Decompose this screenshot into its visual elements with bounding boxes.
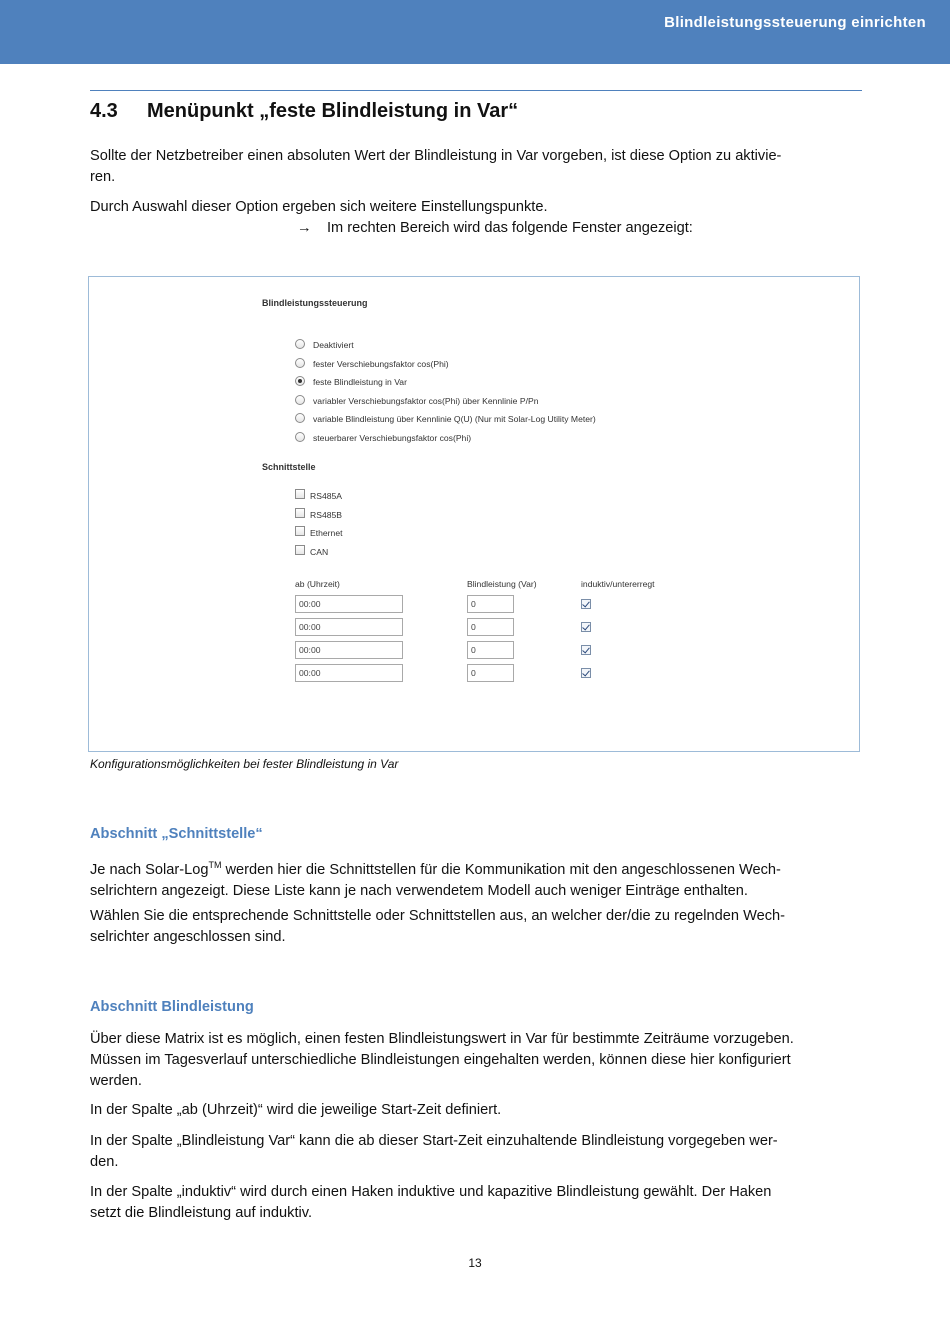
text-line: Müssen im Tagesverlauf unterschiedliche Blindleistungen eingehalten werden, können diese hier konfiguriert bbox=[90, 1052, 791, 1068]
option-label: steuerbarer Verschiebungsfaktor cos(Phi) bbox=[313, 433, 472, 443]
blindleistung-paragraph-4 bbox=[90, 1182, 865, 1224]
config-heading: Blindleistungssteuerung bbox=[262, 298, 368, 308]
column-header-power: Blindleistung (Var) bbox=[467, 579, 537, 589]
text-line: den. bbox=[90, 1154, 119, 1170]
text-line bbox=[90, 855, 865, 881]
blindleistung-paragraph-2: In der Spalte „ab (Uhrzeit)“ wird die jeweilige Start-Zeit definiert. bbox=[90, 1102, 502, 1118]
inductive-checkbox[interactable] bbox=[581, 599, 591, 609]
section-rule bbox=[90, 90, 862, 91]
checkbox-rs485b[interactable] bbox=[295, 508, 305, 518]
text-fragment: Je nach Solar-Log bbox=[90, 861, 209, 878]
power-input[interactable]: 0 bbox=[467, 618, 514, 636]
option-label: feste Blindleistung in Var bbox=[313, 377, 407, 387]
radio-variable-blindleistung[interactable] bbox=[295, 413, 305, 423]
intro-paragraph-2: Durch Auswahl dieser Option ergeben sich weitere Einstellungspunkte. bbox=[90, 199, 548, 215]
option-label: fester Verschiebungsfaktor cos(Phi) bbox=[313, 359, 449, 369]
radio-fester-verschiebungsfaktor[interactable] bbox=[295, 358, 305, 368]
section-number: 4.3 bbox=[90, 100, 118, 122]
column-header-inductive: induktiv/untererregt bbox=[581, 579, 655, 589]
header-banner bbox=[0, 0, 950, 64]
text-line: Über diese Matrix ist es möglich, einen festen Blindleistungswert in Var für bestimmte Zeiträume vorzugeben. bbox=[90, 1031, 794, 1047]
checkbox-rs485a[interactable] bbox=[295, 489, 305, 499]
time-input[interactable]: 00:00 bbox=[295, 664, 403, 682]
subheading-schnittstelle: Abschnitt „Schnittstelle“ bbox=[90, 826, 263, 842]
header-title: Blindleistungssteuerung einrichten bbox=[664, 14, 926, 31]
trademark-superscript: TM bbox=[208, 860, 222, 870]
radio-feste-blindleistung[interactable] bbox=[295, 376, 305, 386]
radio-variabler-verschiebungsfaktor[interactable] bbox=[295, 395, 305, 405]
time-input[interactable]: 00:00 bbox=[295, 595, 403, 613]
text-line: werden. bbox=[90, 1073, 142, 1089]
inductive-checkbox[interactable] bbox=[581, 622, 591, 632]
interface-heading: Schnittstelle bbox=[262, 462, 316, 472]
arrow-right-icon: → bbox=[297, 220, 312, 236]
checkbox-can[interactable] bbox=[295, 545, 305, 555]
subheading-blindleistung: Abschnitt Blindleistung bbox=[90, 999, 254, 1015]
intro-paragraph-1 bbox=[90, 146, 865, 188]
column-header-time: ab (Uhrzeit) bbox=[295, 579, 340, 589]
text-line: selrichtern angezeigt. Diese Liste kann je nach verwendetem Modell auch weniger Einträge enthalten. bbox=[90, 882, 748, 899]
interface-label: CAN bbox=[310, 547, 329, 557]
page-number: 13 bbox=[468, 1256, 482, 1270]
figure-caption: Konfigurationsmöglichkeiten bei fester Blindleistung in Var bbox=[90, 757, 399, 771]
config-window-screenshot bbox=[88, 276, 860, 752]
interface-label: RS485A bbox=[310, 491, 343, 501]
text-line: In der Spalte „Blindleistung Var“ kann die ab dieser Start-Zeit einzuhaltende Blindleistung vorgegeben wer- bbox=[90, 1133, 778, 1149]
time-input[interactable]: 00:00 bbox=[295, 641, 403, 659]
option-label: Deaktiviert bbox=[313, 340, 354, 350]
checkbox-ethernet[interactable] bbox=[295, 526, 305, 536]
blindleistung-paragraph-1 bbox=[90, 1029, 865, 1092]
schnittstelle-paragraph-1 bbox=[90, 855, 865, 902]
time-input[interactable]: 00:00 bbox=[295, 618, 403, 636]
arrow-instruction bbox=[297, 218, 693, 239]
schnittstelle-paragraph-2 bbox=[90, 906, 865, 948]
power-input[interactable]: 0 bbox=[467, 664, 514, 682]
inductive-checkbox[interactable] bbox=[581, 645, 591, 655]
option-label: variable Blindleistung über Kennlinie Q(U) (Nur mit Solar-Log Utility Meter) bbox=[313, 414, 596, 424]
power-input[interactable]: 0 bbox=[467, 641, 514, 659]
text-line: setzt die Blindleistung auf induktiv. bbox=[90, 1205, 313, 1221]
text-line: Wählen Sie die entsprechende Schnittstelle oder Schnittstellen aus, an welcher der/die zu regelnden Wech- bbox=[90, 908, 785, 924]
power-input[interactable]: 0 bbox=[467, 595, 514, 613]
radio-deaktiviert[interactable] bbox=[295, 339, 305, 349]
inductive-checkbox[interactable] bbox=[581, 668, 591, 678]
text-fragment: werden hier die Schnittstellen für die Kommunikation mit den angeschlossenen Wech- bbox=[221, 861, 781, 878]
text-line: Sollte der Netzbetreiber einen absoluten Wert der Blindleistung in Var vorgeben, ist diese Option zu aktivie- bbox=[90, 148, 782, 164]
section-title: Menüpunkt „feste Blindleistung in Var“ bbox=[147, 100, 519, 122]
text-line: selrichter angeschlossen sind. bbox=[90, 929, 286, 945]
section-heading bbox=[90, 100, 518, 123]
radio-steuerbarer-verschiebungsfaktor[interactable] bbox=[295, 432, 305, 442]
blindleistung-paragraph-3 bbox=[90, 1131, 865, 1173]
arrow-text: Im rechten Bereich wird das folgende Fenster angezeigt: bbox=[327, 220, 693, 236]
interface-label: Ethernet bbox=[310, 528, 343, 538]
interface-label: RS485B bbox=[310, 510, 343, 520]
text-line: In der Spalte „induktiv“ wird durch einen Haken induktive und kapazitive Blindleistung gewählt. Der Haken bbox=[90, 1184, 772, 1200]
option-label: variabler Verschiebungsfaktor cos(Phi) über Kennlinie P/Pn bbox=[313, 396, 539, 406]
text-line: ren. bbox=[90, 169, 116, 185]
